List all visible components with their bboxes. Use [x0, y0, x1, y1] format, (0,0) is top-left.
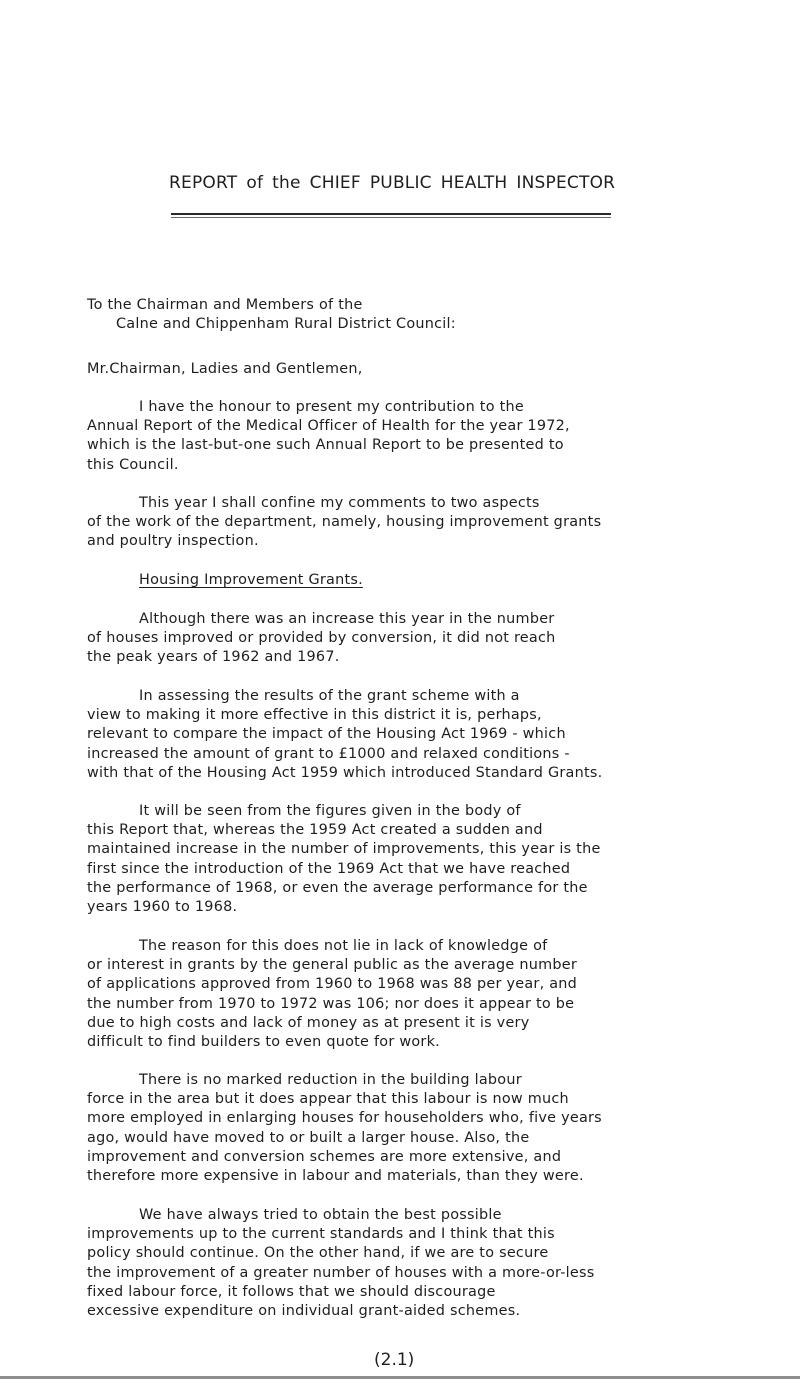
text-line: view to making it more effective in this district it is, perhaps,	[87, 707, 542, 724]
paragraph-2	[87, 494, 767, 552]
salutation-text: Mr.Chairman, Ladies and Gentlemen,	[87, 361, 363, 377]
text-line: with that of the Housing Act 1959 which introduced Standard Grants.	[87, 764, 603, 781]
text-line: improvement and conversion schemes are more extensive, and	[87, 1148, 562, 1165]
text-line: the improvement of a greater number of houses with a more-or-less	[87, 1264, 595, 1281]
text-line: of applications approved from 1960 to 1968 was 88 per year, and	[87, 976, 578, 993]
text-line: and poultry inspection.	[87, 533, 259, 550]
text-line: We have always tried to obtain the best possible	[139, 1207, 502, 1223]
text-line: force in the area but it does appear that this labour is now much	[87, 1091, 569, 1108]
text-line: this Council.	[87, 456, 179, 473]
heading-word: REPORT	[169, 173, 238, 193]
heading-word: the	[272, 173, 301, 193]
text-line: Annual Report of the Medical Officer of Health for the year 1972,	[87, 418, 570, 435]
heading-rule-bottom	[171, 217, 611, 218]
text-line: therefore more expensive in labour and materials, than they were.	[87, 1168, 584, 1185]
heading-word: CHIEF	[309, 173, 361, 193]
page-number: (2.1)	[374, 1350, 415, 1370]
text-line: the number from 1970 to 1972 was 106; nor does it appear to be	[87, 995, 575, 1012]
paragraph-8	[87, 1206, 767, 1321]
text-line: This year I shall confine my comments to two aspects	[139, 495, 540, 511]
heading-word: HEALTH	[440, 173, 508, 193]
paragraph-5	[87, 802, 767, 917]
address-line: To the Chairman and Members of the	[87, 297, 363, 313]
scan-edge-line	[0, 1376, 800, 1379]
text-line: There is no marked reduction in the building labour	[139, 1072, 522, 1088]
text-line: In assessing the results of the grant scheme with a	[139, 688, 520, 704]
text-line: more employed in enlarging houses for householders who, five years	[87, 1110, 602, 1127]
address-block	[87, 296, 767, 334]
report-heading	[169, 173, 639, 193]
text-line: excessive expenditure on individual grant-aided schemes.	[87, 1303, 521, 1320]
text-line: the peak years of 1962 and 1967.	[87, 649, 340, 666]
text-line: first since the introduction of the 1969 Act that we have reached	[87, 860, 571, 877]
subheading-text: Housing Improvement Grants.	[139, 572, 363, 588]
text-line: difficult to find builders to even quote for work.	[87, 1034, 440, 1051]
text-line: due to high costs and lack of money as at present it is very	[87, 1014, 530, 1031]
salutation	[87, 360, 767, 379]
text-line: of the work of the department, namely, housing improvement grants	[87, 514, 602, 531]
text-line: ago, would have moved to or built a larger house. Also, the	[87, 1129, 530, 1146]
text-line: this Report that, whereas the 1959 Act created a sudden and	[87, 822, 543, 839]
paragraph-3	[87, 610, 767, 668]
heading-word: INSPECTOR	[516, 173, 616, 193]
text-line: increased the amount of grant to £1000 and relaxed conditions -	[87, 745, 570, 762]
text-line: policy should continue. On the other hand, if we are to secure	[87, 1245, 549, 1262]
paragraph-7	[87, 1071, 767, 1186]
text-line: It will be seen from the figures given in the body of	[139, 803, 521, 819]
text-line: The reason for this does not lie in lack of knowledge of	[139, 938, 548, 954]
address-line: Calne and Chippenham Rural District Council:	[116, 316, 456, 333]
text-line: or interest in grants by the general public as the average number	[87, 957, 578, 974]
heading-word: PUBLIC	[369, 173, 432, 193]
text-line: years 1960 to 1968.	[87, 899, 238, 916]
subheading	[87, 571, 767, 590]
heading-rule-top	[171, 213, 611, 215]
heading-word: of	[246, 173, 264, 193]
text-line: improvements up to the current standards and I think that this	[87, 1226, 555, 1243]
text-line: Although there was an increase this year in the number	[139, 611, 555, 627]
text-line: fixed labour force, it follows that we should discourage	[87, 1283, 496, 1300]
text-line: the performance of 1968, or even the average performance for the	[87, 879, 588, 896]
text-line: maintained increase in the number of improvements, this year is the	[87, 841, 601, 858]
text-line: of houses improved or provided by conversion, it did not reach	[87, 630, 556, 647]
text-line: relevant to compare the impact of the Housing Act 1969 - which	[87, 726, 566, 743]
text-line: which is the last-but-one such Annual Report to be presented to	[87, 437, 564, 454]
paragraph-6	[87, 937, 767, 1052]
text-line: I have the honour to present my contribution to the	[139, 399, 524, 415]
paragraph-1	[87, 398, 767, 475]
paragraph-4	[87, 687, 767, 783]
